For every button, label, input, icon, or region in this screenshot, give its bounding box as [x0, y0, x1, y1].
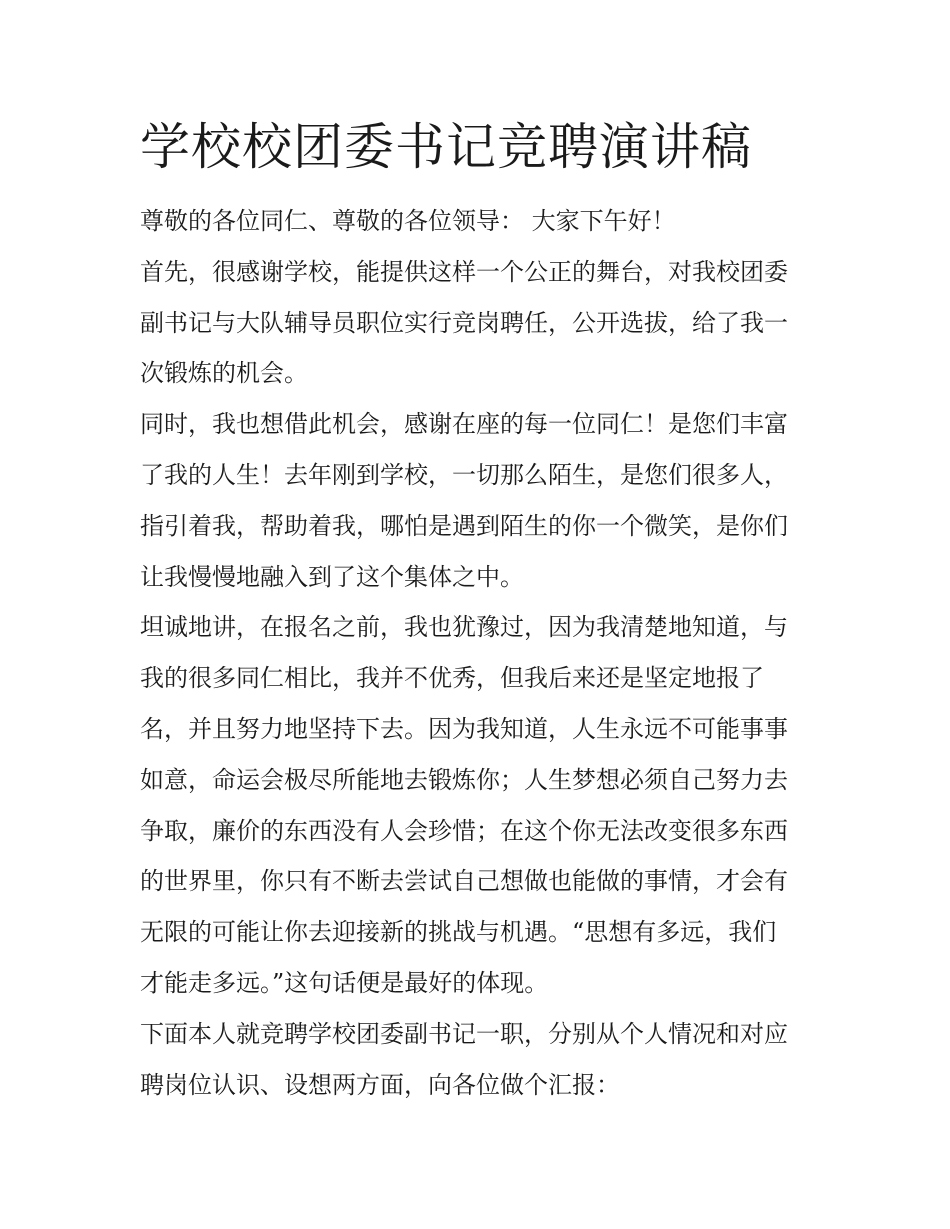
text-line: 才能走多远。”这句话便是最好的体现。	[140, 968, 549, 997]
text-line: 次锻炼的机会。	[140, 359, 308, 388]
text-line: 如意，命运会极尽所能地去锻炼你；人生梦想必须自己努力去	[140, 765, 788, 794]
text-line: 下面本人就竞聘学校团委副书记一职，分别从个人情况和对应	[140, 1019, 788, 1048]
text-line: 副书记与大队辅导员职位实行竞岗聘任，公开选拔，给了我一	[140, 308, 788, 337]
paragraph-thanks-colleagues	[140, 399, 812, 602]
text-line: 无限的可能让你去迎接新的挑战与机遇。“思想有多远，我们	[140, 918, 777, 947]
text-line: 了我的人生！去年刚到学校，一切那么陌生，是您们很多人，	[140, 460, 788, 489]
text-line: 指引着我，帮助着我，哪怕是遇到陌生的你一个微笑，是你们	[140, 511, 788, 540]
document-content	[140, 112, 812, 1110]
text-line: 名，并且努力地坚持下去。因为我知道，人生永远不可能事事	[140, 714, 788, 743]
text-line: 同时，我也想借此机会，感谢在座的每一位同仁！是您们丰富	[140, 410, 788, 439]
document-title: 学校校团委书记竞聘演讲稿	[140, 118, 752, 176]
text-line: 坦诚地讲，在报名之前，我也犹豫过，因为我清楚地知道，与	[140, 613, 788, 642]
text-line: 尊敬的各位同仁、尊敬的各位领导： 大家下午好！	[140, 207, 676, 235]
text-line: 的世界里，你只有不断去尝试自己想做也能做的事情，才会有	[140, 867, 788, 896]
text-line: 聘岗位认识、设想两方面，向各位做个汇报：	[140, 1070, 620, 1099]
paragraph-report-intro	[140, 1009, 812, 1111]
text-line: 争取，廉价的东西没有人会珍惜；在这个你无法改变很多东西	[140, 816, 788, 845]
paragraph-thanks-school	[140, 247, 812, 399]
text-line: 让我慢慢地融入到了这个集体之中。	[140, 562, 524, 591]
paragraph-motivation	[140, 602, 812, 1008]
paragraph-greeting	[140, 196, 812, 247]
text-line: 首先，很感谢学校，能提供这样一个公正的舞台，对我校团委	[140, 257, 788, 286]
text-line: 我的很多同仁相比，我并不优秀，但我后来还是坚定地报了	[140, 664, 764, 693]
